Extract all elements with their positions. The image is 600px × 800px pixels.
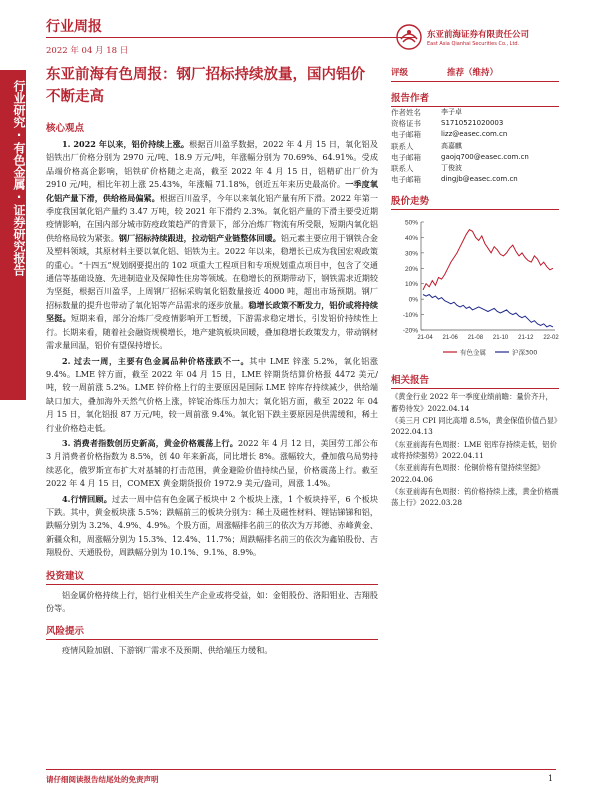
price-chart	[391, 214, 559, 364]
y-tick-label: 20%	[404, 266, 418, 274]
investment-heading: 投资建议	[46, 568, 378, 585]
analyst-row-key: 电子邮箱	[391, 175, 421, 185]
main-column	[46, 64, 378, 660]
analyst-row-key: 电子邮箱	[391, 152, 421, 162]
analyst-row	[391, 118, 559, 129]
analyst-row	[391, 107, 559, 118]
p1-lead3: 钢厂招标持续跟进，拉动铝产业链整体回暖。	[118, 232, 281, 243]
analyst-row-key: 电子邮箱	[391, 130, 421, 140]
header-rule	[46, 37, 416, 38]
chart-heading: 股价走势	[391, 193, 559, 210]
analysts-heading: 报告作者	[391, 90, 559, 107]
related-report-item[interactable]: 《美三月 CPI 同比高增 8.5%，黄金保值价值凸显》2022.04.13	[391, 416, 558, 437]
analyst-row	[391, 129, 559, 140]
analyst-row-value: 高嘉麒	[441, 141, 462, 150]
related-heading: 相关报告	[391, 372, 559, 389]
analyst-row-value: S1710521020003	[441, 119, 504, 128]
footer-rule	[46, 769, 556, 770]
risk-text: 疫情风险加剧、下游钢厂需求不及预期、供给端压力缓和。	[62, 645, 273, 656]
legend-label: 沪深300	[512, 348, 538, 357]
p1-body4: 短期来看，部分冶炼厂受疫情影响开工暂缓，下游需求稳定增长，引发铝价持续性上行。长期来看，随着社会融资规模增长，地产建筑板块回暖，叠加稳增长政策发力，带动钢材需求量回温，铝价有望保持增长。	[46, 313, 378, 351]
x-tick-label: 21-04	[417, 335, 433, 342]
risk-body	[46, 644, 378, 657]
x-tick-label: 21-08	[467, 335, 484, 342]
x-tick-label: 22-02	[543, 335, 559, 342]
p4-lead: 4.行情回顾。	[62, 493, 112, 504]
y-tick-label: -10%	[402, 312, 418, 320]
logo-mark-icon	[396, 24, 422, 50]
analyst-row	[391, 152, 559, 163]
analyst-row-value[interactable]: gaojq700@easec.com.cn	[441, 152, 529, 161]
p3-body: 2022 年 4 月 12 日，美国劳工部公布 3 月消费者价格指数为 8.5%，创 40 年来新高，同比增长 8%。涨幅较大，叠加俄乌局势持续恶化，俄罗斯宣布扩大对基辅的打击范围，黄金避险价值持续凸显，价格震荡上行。截至 2022 年 4 月 15 日，COMEX 黄金期货报价 1972.9 美元/盎司，周涨 1.4%。	[46, 437, 378, 489]
p1-body: 根据百川盈孚数据，2022 年 4 月 15 日，氧化铝及铝铁出厂价格分别为 2970 元/吨、18.9 万元/吨，年涨幅分别为 70.69%、64.91%。受成品端价格高企影响，铝铁矿价格随之走高，截至 2022 年 4 月 15 日，铝精矿出厂价为 2910 元/吨，相比年初上涨 25.43%，年涨幅 71.18%，创近五年来历史最高价。	[46, 139, 378, 190]
x-tick-label: 21-10	[492, 335, 509, 342]
legend-label: 有色金属	[460, 348, 486, 357]
y-tick-label: 10%	[404, 281, 418, 289]
report-title: 东亚前海有色周报：钢厂招标持续放量，国内铝价不断走高	[46, 67, 365, 105]
paragraph-2	[46, 355, 378, 435]
price-chart-svg	[391, 214, 559, 364]
core-heading: 核心观点	[46, 123, 85, 134]
paragraph-3	[46, 437, 378, 491]
p1-body2: 根据百川盈孚，今年以来氧化铝产量有所下滑。2022 年第一季度我国氧化铝产量约 3.47 万吨，较 2021 年下滑约 2.3%。氧化铝产量的下滑主要受近期疫情影响，在国内部分城市防疫政策趋严的背景下，部分冶炼厂物流有所受限，短期内氧化铝供给格局较为紧张。	[46, 192, 378, 243]
risk-heading: 风险提示	[46, 623, 378, 640]
series-line-index	[423, 295, 553, 327]
rating-row	[391, 66, 559, 82]
rating-value: 推荐（维持）	[447, 68, 499, 78]
p2-lead: 2. 过去一周，主要有色金属品种价格涨跌不一。	[62, 355, 250, 366]
analyst-row-key: 联系人	[391, 164, 414, 174]
logo-cn: 东亚前海证券有限责任公司	[427, 29, 530, 40]
analyst-row-value: 丁俊波	[441, 164, 462, 173]
page-header	[0, 0, 600, 62]
analyst-row-key: 资格证书	[391, 119, 421, 129]
analyst-row	[391, 174, 559, 185]
paragraph-1	[46, 138, 378, 353]
analyst-row-value: 李子卓	[441, 108, 462, 116]
analyst-row	[391, 163, 559, 174]
right-column	[391, 66, 559, 509]
investment-body	[46, 589, 378, 616]
analyst-row-value[interactable]: dingjb@easec.com.cn	[441, 175, 518, 184]
rating-label: 评级	[391, 68, 409, 78]
p1-lead: 1. 2022 年以来，铝价持续上涨。	[62, 139, 190, 149]
x-tick-label: 21-06	[442, 335, 458, 342]
p2-body: 其中 LME 锌涨 5.2%，氧化铝涨 9.4%。LME 锌方面，截至 2022 年 04 月 15 日，LME 锌期货结算价格报 4472 美元/吨，较一周前涨 5.2%。LME 锌价格上行的主要原因是国际 LME 锌库存持续减少，供给端缺口加大，叠加海外天然气价格上涨，锌锭冶炼压力加大；氧化铝方面，截至 2022 年 04 月 15 日，氧化铝报 87 万元/吨，较一周前涨 9.4%。氧化铝下跌主要原因是供需缓和，稀土行业价格趋走低。	[46, 355, 378, 433]
related-report-item[interactable]: 《东亚前海有色周报：钨价格持续上涨，黄金价格震荡上行》2022.03.28	[391, 486, 559, 508]
analyst-list	[391, 107, 559, 185]
analyst-row	[391, 141, 559, 152]
footer-disclaimer[interactable]: 请仔细阅读报告结尾处的免责声明	[46, 775, 159, 784]
y-tick-label: 40%	[404, 235, 418, 243]
y-tick-label: -20%	[402, 327, 418, 335]
p1-body3: 铝元素主要应用于钢铁合金及塑料领域，其原材料主要以氧化铝、铝铁为主。2022 年以来，稳增长已成为我国宏观政策的重心。“十四五”规划纲要提出的 102 项重大工程项目和专项规划重点项目中，包含了交通通信等基础设施、先进制造业及保障性住房等领域。在稳增长的预期带动下，钢铁需求近期较为坚挺，根据百川盈孚，上周钢厂招标采购氧化铝数量接近 4000 吨，超出市场预期。钢厂招标数量的提升也带动了氧化铝等产品需求的逐步放量。	[46, 232, 378, 310]
y-tick-label: 30%	[404, 250, 418, 258]
x-tick-label: 21-12	[518, 335, 534, 342]
company-logo	[396, 22, 556, 52]
report-date: 2022 年 04 月 18 日	[46, 46, 129, 56]
paragraph-4	[46, 493, 378, 560]
page-number: 1	[548, 774, 554, 783]
analyst-row-value[interactable]: lizz@easec.com.cn	[441, 130, 508, 139]
p1-lead4: 稳增长政策不断发力，铝价或将持续坚挺。	[46, 299, 378, 324]
p4-body: 过去一周中信有色金属子板块中 2 个板块上涨，1 个板块持平，6 个板块下跌。其中，黄金板块涨 5.5%；跌幅前三的板块分别为：稀土及磁性材料、锂钴锑锑和铝，跌幅分别为 3.2%、4.9%、4.9%。个股方面，周涨幅排名前三的依次为万邦德、赤峰黄金、新疆众和，周涨幅分别为 15.3%、12.4%、11.7%；周跌幅排名前三的依次为鑫铂股份、吉翔股份、天通股份，周跌幅分别为 10.1%、9.1%、8.9%。	[46, 493, 378, 558]
analyst-row-key: 联系人	[391, 141, 414, 151]
related-report-item[interactable]: 《东亚前海有色周报：LME 铝库存持续走低，铝价或将持续强势》2022.04.11	[391, 439, 557, 460]
y-tick-label: 50%	[404, 219, 418, 227]
p1-lead2: 一季度氧化铝产量下滑，供给格局偏紧。	[46, 179, 378, 203]
y-tick-label: 0%	[408, 297, 418, 305]
p3-lead: 3. 消费者指数创历史新高，黄金价格震荡上行。	[62, 437, 238, 448]
report-type: 行业周报	[46, 19, 102, 35]
sidebar-category: 行业研究·有色金属·证券研究报告	[12, 80, 26, 276]
investment-text: 铝金属价格持续上行，铝行业相关生产企业或将受益，如：金钼股份、洛阳钼业、吉翔股份等。	[46, 589, 378, 613]
analyst-row-key: 作者姓名	[391, 108, 421, 117]
related-list	[391, 391, 559, 508]
related-report-item[interactable]: 《东亚前海有色周报：伦铜价格有望持续坚挺》2022.04.06	[391, 463, 545, 484]
related-report-item[interactable]: 《黄金行业 2022 年一季度业绩前瞻：量价齐升，蓄势待发》2022.04.14	[391, 392, 553, 413]
logo-en: East Asia Qianhai Securities Co., Ltd.	[427, 40, 520, 47]
series-line-sector	[423, 230, 553, 290]
